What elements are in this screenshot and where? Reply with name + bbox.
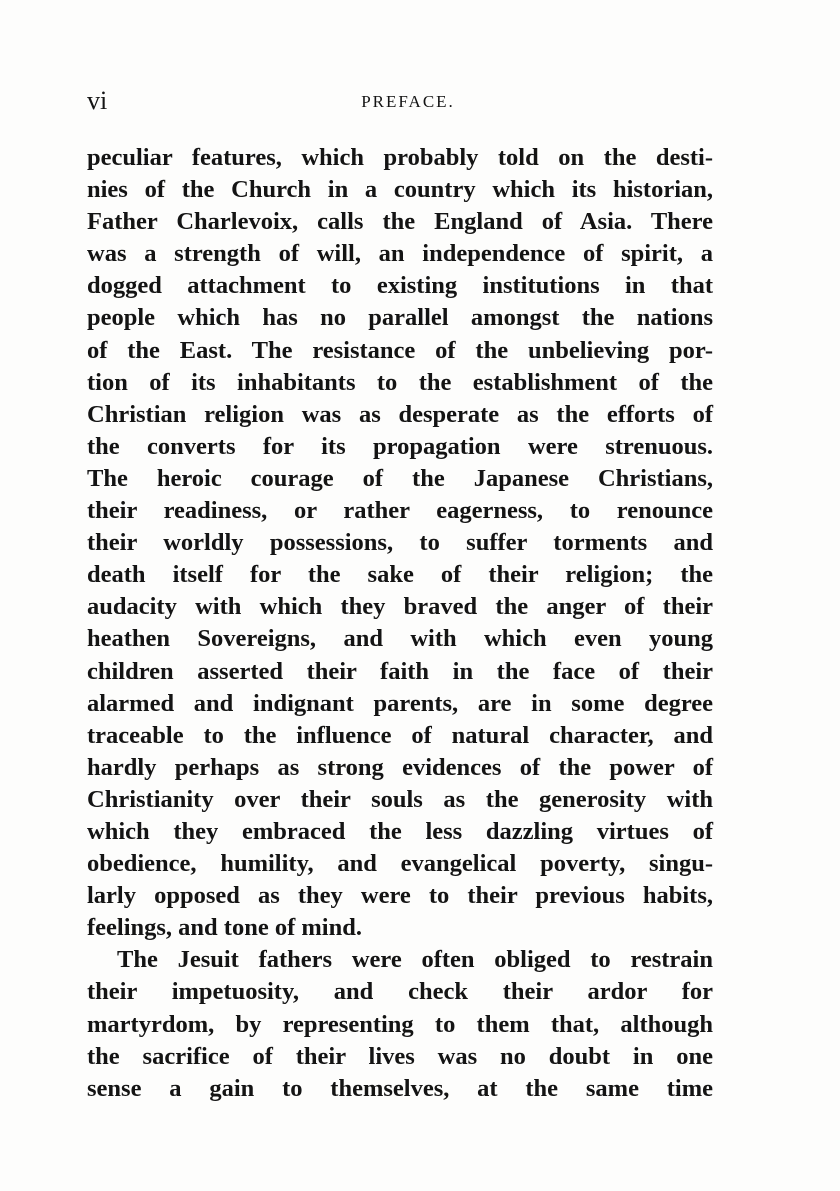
paragraph-2 — [87, 944, 713, 1104]
text-line: the sacrifice of their lives was no doubt in one — [87, 1042, 713, 1070]
text-line: feelings, and tone of mind. — [87, 914, 362, 942]
text-line: traceable to the influence of natural character, and — [87, 721, 713, 749]
text-line: the converts for its propagation were strenuous. — [87, 432, 713, 460]
page-header — [87, 86, 709, 116]
text-line: sense a gain to themselves, at the same time — [87, 1074, 713, 1102]
text-line: hardly perhaps as strong evidences of the power of — [87, 753, 713, 781]
paragraph-1 — [87, 142, 713, 944]
text-line: peculiar features, which probably told on the desti- — [87, 144, 713, 171]
text-line: Christian religion was as desperate as the efforts of — [87, 400, 713, 428]
text-line: alarmed and indignant parents, are in some degree — [87, 689, 713, 717]
page-number: vi — [87, 86, 108, 115]
text-line: The heroic courage of the Japanese Christians, — [87, 464, 713, 492]
text-line: The Jesuit fathers were often obliged to restrain — [117, 946, 713, 974]
text-line: nies of the Church in a country which its historian, — [87, 176, 713, 204]
text-line: was a strength of will, an independence of spirit, a — [87, 240, 713, 268]
text-line: martyrdom, by representing to them that, although — [87, 1010, 713, 1038]
text-line: Christianity over their souls as the generosity with — [87, 785, 713, 813]
text-line: dogged attachment to existing institutions in that — [87, 272, 713, 300]
text-line: which they embraced the less dazzling virtues of — [87, 817, 713, 845]
text-line: people which has no parallel amongst the nations — [87, 304, 713, 332]
text-line: their impetuosity, and check their ardor for — [87, 978, 713, 1006]
text-line: audacity with which they braved the anger of their — [87, 593, 713, 621]
running-head: PREFACE. — [361, 92, 455, 111]
text-line: death itself for the sake of their religion; the — [87, 561, 713, 589]
text-line: tion of its inhabitants to the establishment of the — [87, 368, 713, 396]
text-line: children asserted their faith in the face of their — [87, 657, 713, 685]
body-text — [87, 142, 713, 1105]
text-line: their readiness, or rather eagerness, to renounce — [87, 497, 713, 525]
text-line: Father Charlevoix, calls the England of Asia. There — [87, 208, 713, 236]
text-line: of the East. The resistance of the unbelieving por- — [87, 336, 713, 364]
text-line: heathen Sovereigns, and with which even young — [87, 625, 713, 653]
text-line: larly opposed as they were to their previous habits, — [87, 882, 713, 910]
text-line: their worldly possessions, to suffer torments and — [87, 529, 713, 557]
text-line: obedience, humility, and evangelical poverty, singu- — [87, 850, 713, 878]
